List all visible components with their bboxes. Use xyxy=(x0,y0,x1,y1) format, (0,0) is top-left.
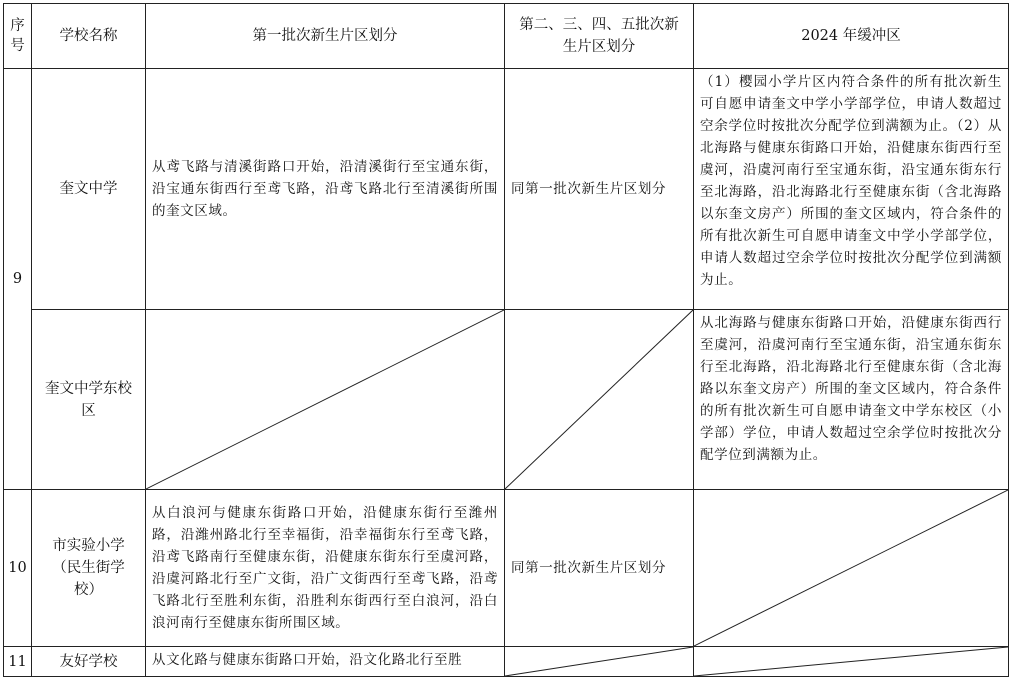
table-row xyxy=(4,490,1009,647)
header-first-batch: 第一批次新生片区划分 xyxy=(146,4,505,69)
school-name-cell: 奎文中学 xyxy=(32,69,146,310)
school-name-cell: 市实验小学（民生街学校） xyxy=(32,490,146,647)
table-row xyxy=(4,69,1009,310)
row-seq-cell: 9 xyxy=(4,69,32,490)
row-seq-cell: 10 xyxy=(4,490,32,647)
table-header-row xyxy=(4,4,1009,69)
school-district-table xyxy=(3,3,1009,677)
first-batch-cell: 从白浪河与健康东街路口开始，沿健康东街行至潍州路，沿潍州路北行至幸福街，沿幸福街东行至鸢飞路，沿鸢飞路南行至健康东街，沿健康东街东行至虞河路，沿虞河路北行至广文街，沿广文街西行至鸢飞路，沿鸢飞路北行至胜利东街，沿胜利东街西行至白浪河，沿白浪河南行至健康东街所围区域。 xyxy=(146,490,505,647)
header-buffer: 2024 年缓冲区 xyxy=(694,4,1009,69)
row-seq-cell: 11 xyxy=(4,647,32,677)
first-batch-cell: 从鸢飞路与清溪街路口开始，沿清溪街行至宝通东街，沿宝通东街西行至鸢飞路，沿鸢飞路北行至清溪街所围的奎文区域。 xyxy=(146,69,505,310)
empty-diagonal-cell xyxy=(505,310,694,490)
empty-diagonal-cell xyxy=(505,647,694,677)
empty-diagonal-cell xyxy=(146,310,505,490)
empty-diagonal-cell xyxy=(694,647,1009,677)
header-other-batches: 第二、三、四、五批次新生片区划分 xyxy=(505,4,694,69)
first-batch-cell: 从文化路与健康东街路口开始，沿文化路北行至胜 xyxy=(146,647,505,677)
header-school: 学校名称 xyxy=(32,4,146,69)
school-name-cell: 友好学校 xyxy=(32,647,146,677)
buffer-cell: （1）樱园小学片区内符合条件的所有批次新生可自愿申请奎文中学小学部学位，申请人数超过空余学位时按批次分配学位到满额为止。（2）从北海路与健康东街路口开始，沿健康东街西行至虞河，沿虞河南行至宝通东街，沿宝通东街东行至北海路，沿北海路北行至健康东街（含北海路以东奎文房产）所围的奎文区域内，符合条件的所有批次新生可自愿申请奎文中学小学部学位，申请人数超过空余学位时按批次分配学位到满额为止。 xyxy=(694,69,1009,310)
table-row xyxy=(4,647,1009,677)
school-name-cell: 奎文中学东校区 xyxy=(32,310,146,490)
table-row xyxy=(4,310,1009,490)
other-batches-cell: 同第一批次新生片区划分 xyxy=(505,490,694,647)
buffer-cell: 从北海路与健康东街路口开始，沿健康东街西行至虞河，沿虞河南行至宝通东街，沿宝通东街东行至北海路，沿北海路北行至健康东街（含北海路以东奎文房产）所围的奎文区域内，符合条件的所有批次新生可自愿申请奎文中学东校区（小学部）学位，申请人数超过空余学位时按批次分配学位到满额为止。 xyxy=(694,310,1009,490)
empty-diagonal-cell xyxy=(694,490,1009,647)
other-batches-cell: 同第一批次新生片区划分 xyxy=(505,69,694,310)
header-seq: 序号 xyxy=(4,4,32,69)
